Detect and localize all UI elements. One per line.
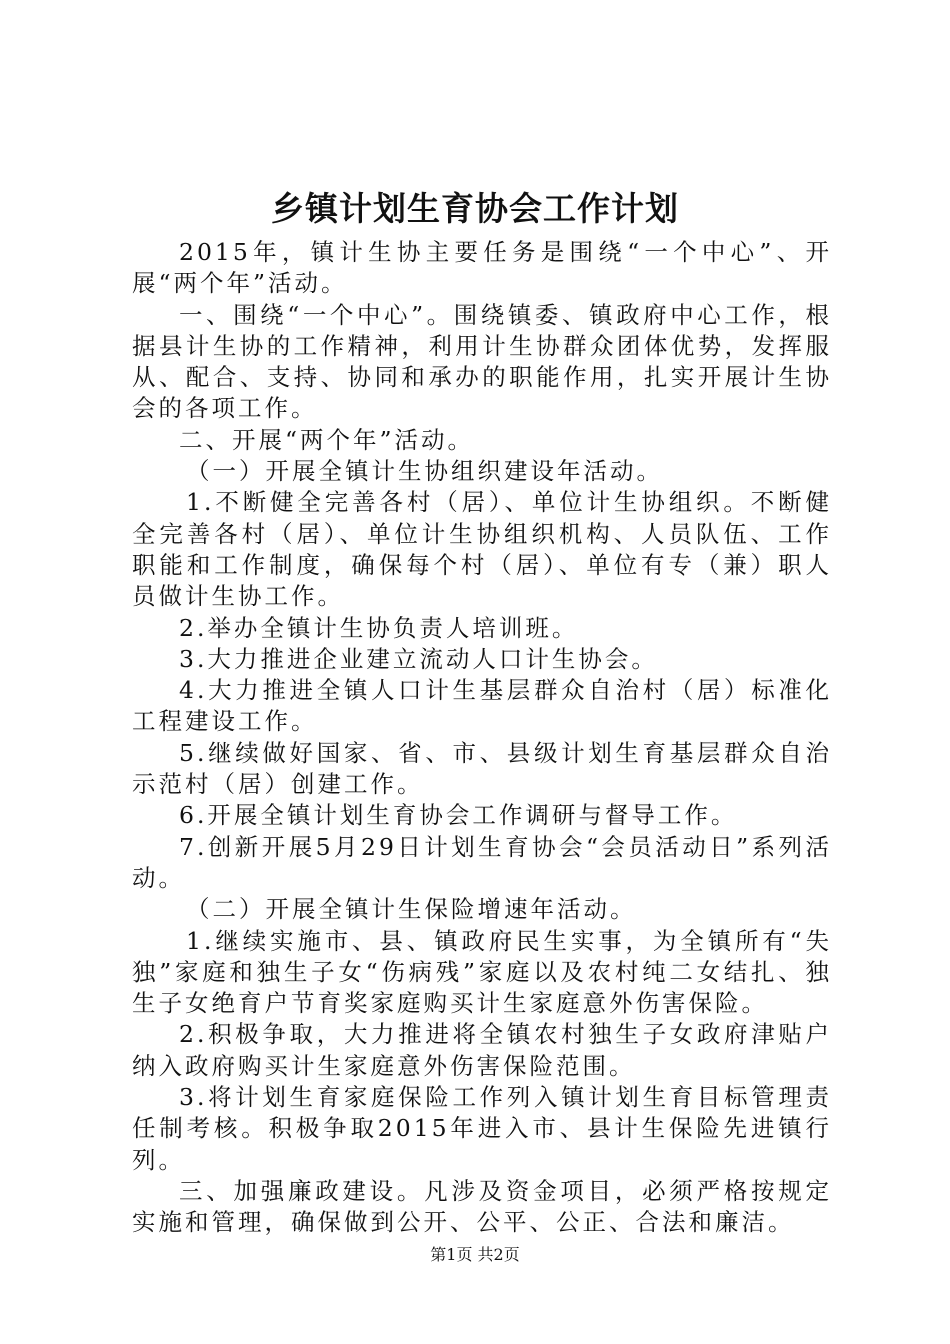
document-title: 乡镇计划生育协会工作计划 [271,189,679,228]
paragraph-subsection-one: （一）开展全镇计生协组织建设年活动。 [186,457,664,486]
paragraph-section-two: 二、开展“两个年”活动。 [179,425,475,454]
page-footer: 第1页 共2页 [430,1245,520,1264]
paragraph-item-1-4: 4.大力推进全镇人口计生基层群众自治村（居）标准化工程建设工作。 [132,676,832,736]
paragraph-section-one: 一、围绕“一个中心”。围绕镇委、镇政府中心工作，根据县计生协的工作精神，利用计生协群众团体优势，发挥服从、配合、支持、协同和承办的职能作用，扎实开展计生协会的各项工作。 [132,300,832,423]
paragraph-item-2-3: 3.将计划生育家庭保险工作列入镇计划生育目标管理责任制考核。积极争取2015年进入市、县计生保险先进镇行列。 [132,1083,832,1174]
paragraph-subsection-two: （二）开展全镇计生保险增速年活动。 [186,895,637,924]
paragraph-item-2-1: 1.继续实施市、县、镇政府民生实事，为全镇所有“失独”家庭和独生子女“伤病残”家庭以及农村纯二女结扎、独生子女绝育户节育奖家庭购买计生家庭意外伤害保险。 [132,926,832,1018]
paragraph-item-1-1: 1.不断健全完善各村（居）、单位计生协组织。不断健全完善各村（居）、单位计生协组织机构、人员队伍、工作职能和工作制度，确保每个村（居）、单位有专（兼）职人员做计生协工作。 [132,488,832,611]
paragraph-item-1-6: 6.开展全镇计划生育协会工作调研与督导工作。 [179,801,738,830]
paragraph-item-1-3: 3.大力推进企业建立流动人口计生协会。 [179,644,658,673]
paragraph-item-2-2: 2.积极争取，大力推进将全镇农村独生子女政府津贴户纳入政府购买计生家庭意外伤害保险范围。 [132,1020,832,1080]
paragraph-item-1-7: 7.创新开展5月29日计划生育协会“会员活动日”系列活动。 [132,832,832,892]
paragraph-section-three: 三、加强廉政建设。凡涉及资金项目，必须严格按规定实施和管理，确保做到公开、公平、公正、合法和廉洁。 [132,1176,832,1237]
document-body [132,237,832,1239]
paragraph-item-1-2: 2.举办全镇计生协负责人培训班。 [179,613,579,642]
paragraph-intro: 2015年，镇计生协主要任务是围绕“一个中心”、开展“两个年”活动。 [132,238,832,298]
paragraph-item-1-5: 5.继续做好国家、省、市、县级计划生育基层群众自治示范村（居）创建工作。 [132,738,832,799]
